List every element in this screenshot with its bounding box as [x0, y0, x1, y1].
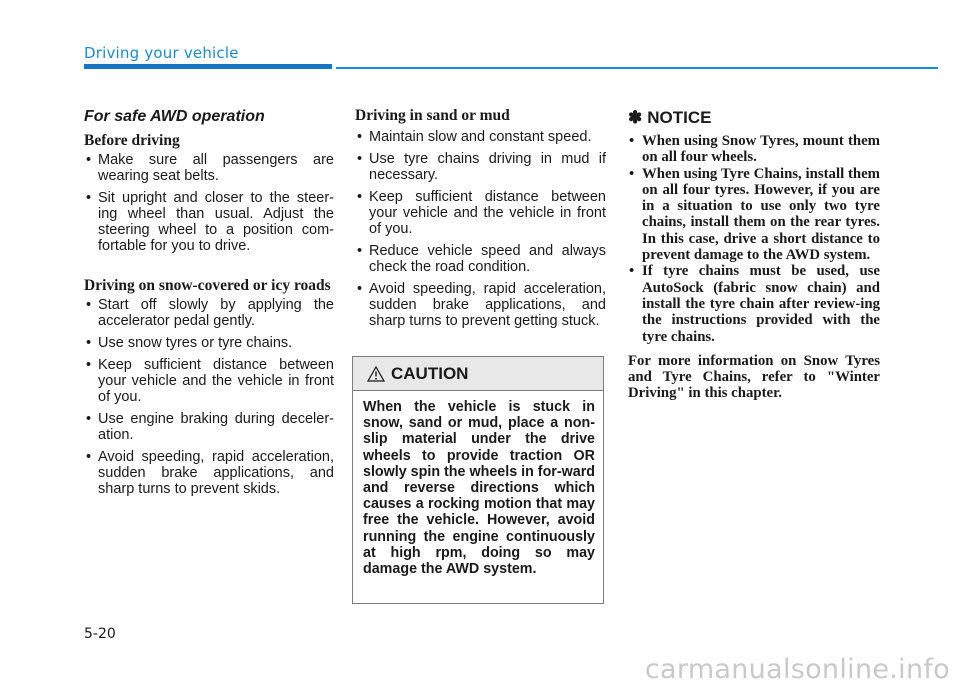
list-item: • When using Snow Tyres, mount them on all four wheels.	[628, 133, 880, 166]
list-item: • Use tyre chains driving in mud if necessary.	[355, 151, 606, 183]
list-item: • When using Tyre Chains, install them on all four tyres. However, if you are in a situation to use only two tyre chains, install them on the rear tyres. In this case, drive a short distance to prevent damage to the AWD system.	[628, 166, 880, 264]
notice-heading	[628, 108, 880, 128]
list-item: • Start off slowly by applying the accelerator pedal gently.	[84, 297, 334, 329]
header-title: Driving your vehicle	[84, 44, 239, 62]
subheading-sand-mud: Driving in sand or mud	[355, 107, 510, 124]
list-before-driving	[84, 152, 334, 254]
subheading-snow-roads: Driving on snow-covered or icy roads	[84, 277, 331, 294]
asterisk-icon: ✽	[628, 108, 643, 127]
watermark: carmanualsonline.info	[644, 654, 950, 685]
list-item: • Use engine braking during deceler-ation.	[84, 411, 334, 443]
caution-box	[352, 356, 604, 604]
column-left	[84, 108, 334, 503]
notice-list	[628, 133, 880, 345]
header-bar-dark	[84, 64, 332, 69]
list-item: • Use snow tyres or tyre chains.	[84, 335, 334, 351]
notice-label: NOTICE	[647, 108, 712, 127]
page-number: 5-20	[84, 626, 116, 642]
column-right	[628, 108, 880, 402]
list-sand-mud	[355, 129, 606, 329]
warning-triangle-icon	[367, 366, 385, 382]
caution-header	[353, 357, 603, 391]
column-middle	[355, 108, 606, 335]
list-item: • If tyre chains must be used, use AutoSock (fabric snow chain) and install the tyre chain after review-ing the instructions provided with the tyre chains.	[628, 263, 880, 344]
list-item: • Maintain slow and constant speed.	[355, 129, 606, 145]
notice-paragraph: For more information on Snow Tyres and Tyre Chains, refer to "Winter Driving" in this chapter.	[628, 352, 880, 402]
header-bar-light	[336, 67, 938, 69]
list-item: • Avoid speeding, rapid acceleration, sudden brake applications, and sharp turns to prevent getting stuck.	[355, 281, 606, 329]
list-snow-roads	[84, 297, 334, 497]
list-item: • Keep sufficient distance between your vehicle and the vehicle in front of you.	[84, 357, 334, 405]
caution-text: When the vehicle is stuck in snow, sand or mud, place a non-slip material under the drive wheels to provide traction OR slowly spin the wheels in for-ward and reverse directions which causes a rocking motion that may free the vehicle. However, avoid running the engine continuously at high rpm, doing so may damage the AWD system.	[363, 399, 595, 578]
list-item: • Sit upright and closer to the steer-ing wheel than usual. Adjust the steering wheel to a position com-fortable for you to drive.	[84, 190, 334, 254]
section-heading-awd: For safe AWD operation	[84, 108, 265, 125]
subheading-before-driving: Before driving	[84, 132, 180, 149]
list-item: • Keep sufficient distance between your vehicle and the vehicle in front of you.	[355, 189, 606, 237]
caution-label: CAUTION	[391, 363, 469, 383]
list-item: • Reduce vehicle speed and always check the road condition.	[355, 243, 606, 275]
list-item: • Avoid speeding, rapid acceleration, sudden brake applications, and sharp turns to prevent skids.	[84, 449, 334, 497]
list-item: • Make sure all passengers are wearing seat belts.	[84, 152, 334, 184]
